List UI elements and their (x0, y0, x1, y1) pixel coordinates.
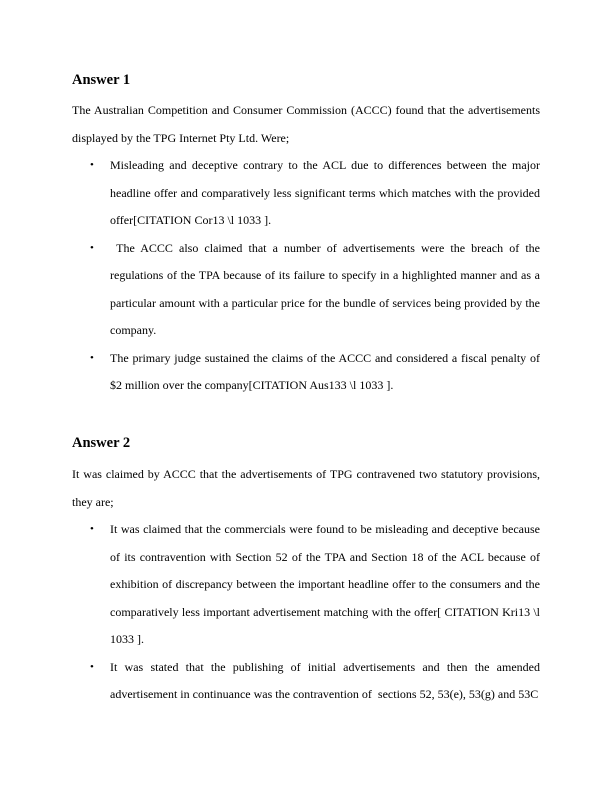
list-item (72, 654, 543, 709)
bullet-icon: • (90, 159, 94, 171)
bullet-text: Misleading and deceptive contrary to the ACL due to differences between the major headline offer and comparatively less significant terms which matches with the provided offer[CITATION Cor13 \l 1033 ]. (110, 158, 540, 227)
bullet-icon: • (90, 351, 94, 364)
answer-1-intro: The Australian Competition and Consumer Commission (ACCC) found that the advertisements displayed by the TPG Internet Pty Ltd. Were; (72, 103, 540, 145)
list-item (72, 152, 540, 235)
bullet-text: It was claimed that the commercials were found to be misleading and deceptive because of its contravention with Section 52 of the TPA and Section 18 of the ACL because of exhibition of discrepancy between the important headline offer to the consumers and the comparatively less important advertisement matching with the offer[ CITATION Kri13 \l 1033 ]. (110, 522, 540, 646)
answer-1-heading: Answer 1 (72, 72, 131, 88)
bullet-text: It was stated that the publishing of initial advertisements and then the amended advertisement in continuance was the contravention of sections 52, 53(e), 53(g) and 53C (110, 659, 543, 701)
bullet-icon: • (90, 241, 94, 254)
bullet-icon: • (90, 660, 94, 673)
answer-2-intro: It was claimed by ACCC that the advertisements of TPG contravened two statutory provisions, they are; (72, 467, 540, 509)
bullet-text: The primary judge sustained the claims of the ACCC and considered a fiscal penalty of $2 million over the company[CITATION Aus133 \l 1033 ]. (110, 350, 540, 392)
list-item (72, 345, 540, 400)
answer-2-bullet-list (72, 516, 543, 709)
list-item (72, 235, 543, 345)
bullet-icon: • (90, 523, 94, 535)
list-item (72, 516, 540, 654)
answer-2-heading: Answer 2 (72, 435, 131, 451)
bullet-text: The ACCC also claimed that a number of advertisements were the breach of the regulations of the TPA because of its failure to specify in a highlighted manner and as a particular amount with a particular price for the bundle of services being provided by the company. (110, 240, 543, 337)
answer-1-bullet-list (72, 152, 543, 400)
